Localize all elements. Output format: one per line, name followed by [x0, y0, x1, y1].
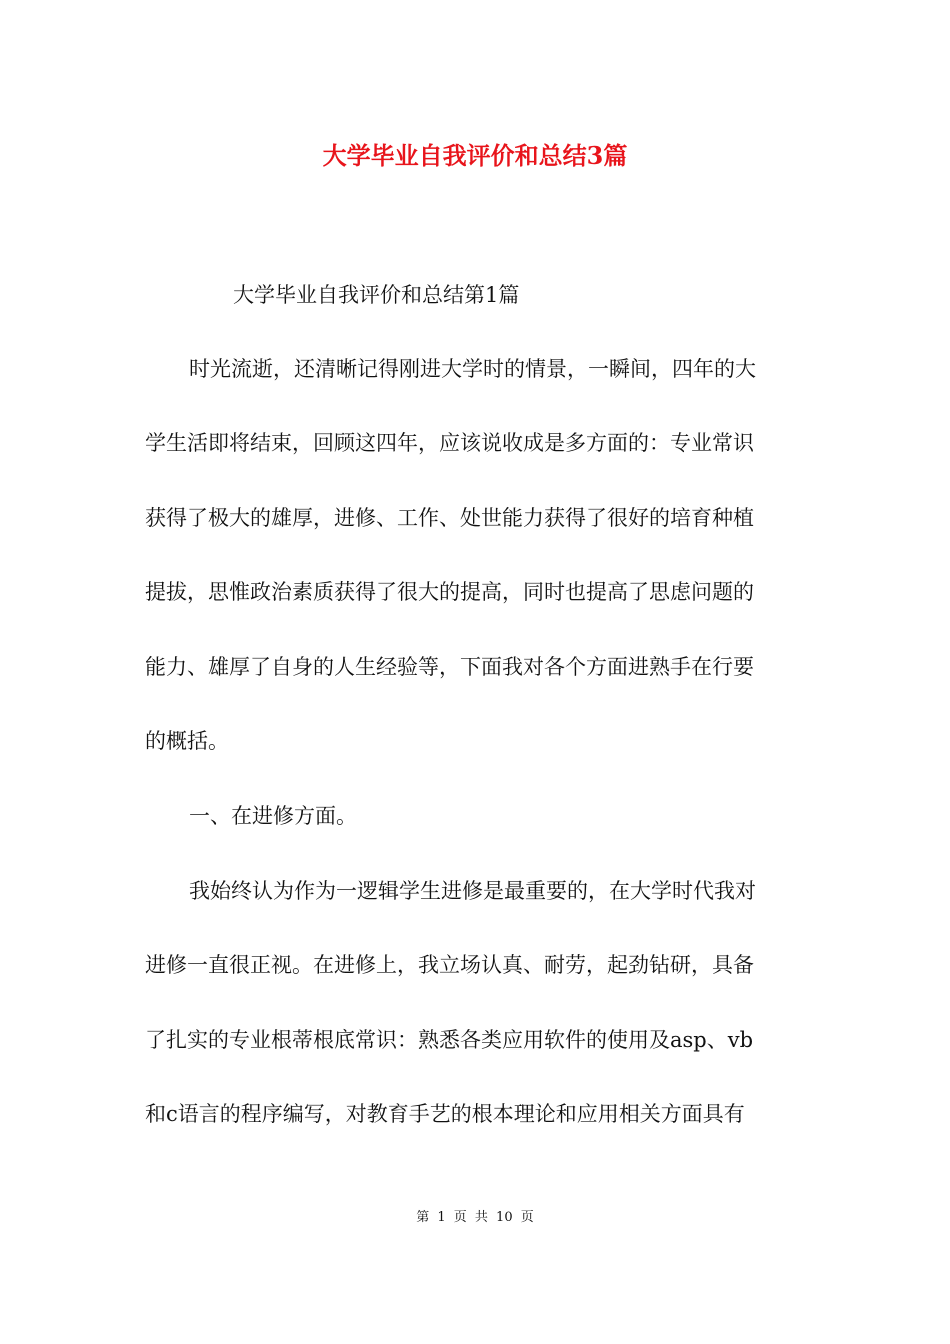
- subsection-heading: 一、在进修方面。: [189, 804, 357, 828]
- section-heading: 大学毕业自我评价和总结第1篇: [233, 283, 520, 307]
- paragraph-line: 获得了极大的雄厚，进修、工作、处世能力获得了很好的培育种植: [145, 506, 754, 530]
- page-footer: 第 1 页 共 10 页: [416, 1210, 534, 1225]
- document-title: 大学毕业自我评价和总结3篇: [322, 141, 628, 170]
- paragraph-line: 我始终认为作为一逻辑学生进修是最重要的，在大学时代我对: [189, 879, 756, 903]
- paragraph-line: 学生活即将结束，回顾这四年，应该说收成是多方面的：专业常识: [145, 431, 754, 455]
- paragraph-line: 和c语言的程序编写，对教育手艺的根本理论和应用相关方面具有: [145, 1102, 745, 1126]
- paragraph-line: 了扎实的专业根蒂根底常识：熟悉各类应用软件的使用及asp、vb: [145, 1028, 754, 1052]
- paragraph-line: 时光流逝，还清晰记得刚进大学时的情景，一瞬间，四年的大: [189, 357, 756, 381]
- paragraph-line: 提拔，思惟政治素质获得了很大的提高，同时也提高了思虑问题的: [145, 580, 754, 604]
- paragraph-line: 进修一直很正视。在进修上，我立场认真、耐劳，起劲钻研，具备: [145, 953, 754, 977]
- paragraph-line: 能力、雄厚了自身的人生经验等，下面我对各个方面进熟手在行要: [145, 655, 754, 679]
- paragraph-line: 的概括。: [145, 729, 229, 753]
